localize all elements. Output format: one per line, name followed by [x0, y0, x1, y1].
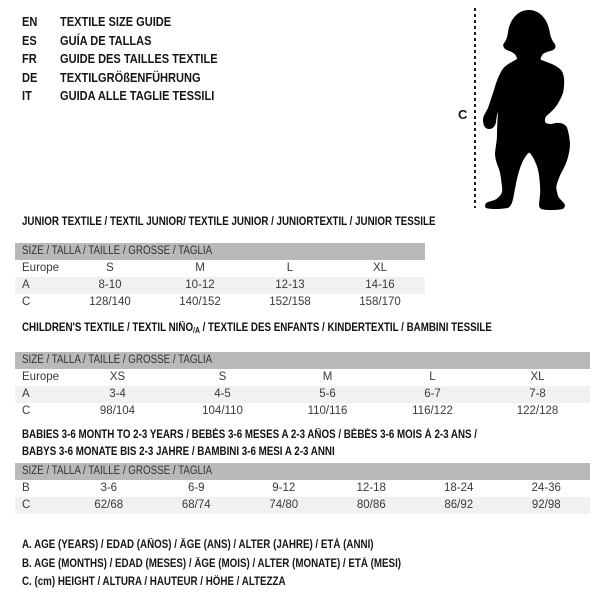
language-row-es [22, 32, 245, 51]
row-label: B [22, 482, 30, 494]
table-cell: 18-24 [444, 482, 474, 494]
table-title: CHILDREN'S TEXTILE / TEXTIL $NIÑO_{/A}$ / TEXTILE DES ENFANTS / KINDERTEXTIL / BAMBINI TESSILE [22, 322, 492, 335]
table-cell: 62/68 [94, 499, 124, 511]
table-cell: S [106, 262, 114, 274]
language-label: GUÍA DE TALLAS [60, 32, 152, 48]
table-row-europe [15, 369, 590, 386]
language-code: IT [22, 88, 32, 104]
table-cell: 128/140 [89, 296, 131, 308]
size-header-bar: SIZE / TALLA / TAILLE / GRÖSSE / TAGLIA [15, 243, 425, 260]
table-cell: S [218, 371, 227, 383]
table-cell: 80/86 [356, 499, 386, 511]
language-label: TEXTILGRÖßENFÜHRUNG [60, 69, 201, 85]
row-label: C [22, 405, 31, 417]
table-title: BABIES 3-6 MONTH TO 2-3 YEARS / BEBÉS 3-6 MESES A 2-3 AÑOS / BÉBÉS 3-6 MOIS À 2-3 ANS / BABYS 3-6 MONATE BIS 2-3 JAHRE / BAMBINI 3-6 MESI A 2-3 ANNI [22, 429, 478, 458]
table-cell: 140/152 [179, 296, 221, 308]
table-cell: 14-16 [365, 279, 395, 291]
size-header-bar: SIZE / TALLA / TAILLE / GRÖSSE / TAGLIA [15, 352, 590, 369]
language-code: EN [22, 14, 38, 29]
table-cell: 116/122 [412, 405, 453, 417]
table-cell: 7-8 [529, 388, 546, 400]
table-cell: 122/128 [516, 405, 559, 417]
row-label: C [22, 499, 31, 511]
table-cell: 3-4 [109, 388, 126, 400]
table-cell: M [322, 371, 333, 383]
table-row-age-months [15, 480, 590, 497]
table-cell: 6-9 [187, 482, 205, 494]
subscript-text: /A [193, 326, 200, 335]
table-cell: 68/74 [181, 499, 211, 511]
table-row-height [15, 294, 425, 311]
table-row-europe [15, 260, 425, 277]
row-label: C [22, 296, 31, 308]
language-code: FR [22, 51, 37, 67]
language-label: GUIDA ALLE TAGLIE TESSILI [60, 88, 215, 104]
table-cell: M [195, 262, 205, 274]
table-cell: L [286, 262, 294, 274]
row-label: A [22, 388, 30, 400]
legend-line-a: A. AGE (YEARS) / EDAD (AÑOS) / ÂGE (ANS) / ALTER (JAHRE) / ETÀ (ANNI) [22, 539, 374, 551]
table-title: JUNIOR TEXTILE / TEXTIL JUNIOR/ TEXTILE JUNIOR / JUNIORTEXTIL / JUNIOR TESSILE [22, 216, 436, 228]
table-cell: XL [530, 371, 545, 383]
junior-textile-table [15, 216, 436, 311]
height-measure-dashed-line [474, 8, 476, 208]
table-cell: 158/170 [359, 296, 401, 308]
table-cell: L [429, 371, 436, 383]
table-cell: 24-36 [531, 482, 561, 494]
measurement-legend [22, 536, 468, 592]
table-cell: 6-7 [424, 388, 441, 400]
language-title-list [22, 13, 245, 106]
table-row-age [15, 386, 590, 403]
language-row-de [22, 69, 245, 88]
row-label: Europe [22, 262, 60, 274]
table-cell: 98/104 [99, 405, 136, 417]
table-cell: 152/158 [269, 296, 311, 308]
table-cell: 10-12 [185, 279, 215, 291]
table-row-age [15, 277, 425, 294]
table-cell: 92/98 [531, 499, 561, 511]
table-cell: 110/116 [307, 405, 348, 417]
language-row-fr [22, 50, 245, 69]
table-cell: 3-6 [100, 482, 118, 494]
table-row-height [15, 497, 590, 514]
language-code: DE [22, 69, 38, 85]
toddler-silhouette-icon [481, 5, 576, 210]
babies-textile-table [15, 427, 590, 514]
legend-line-b: B. AGE (MONTHS) / EDAD (MESES) / ÂGE (MOIS) / ALTER (MONATE) / ETÀ (MESI) [22, 557, 402, 570]
childrens-textile-table [15, 322, 590, 420]
table-cell: 4-5 [214, 388, 231, 400]
table-cell: 5-6 [319, 388, 336, 400]
table-cell: 104/110 [202, 405, 243, 417]
table-cell: 74/80 [269, 499, 299, 511]
table-row-height [15, 403, 590, 420]
table-cell: XS [109, 371, 126, 383]
table-cell: 12-18 [356, 482, 386, 494]
language-label: GUIDE DES TAILLES TEXTILE [60, 51, 218, 67]
row-label: Europe [22, 371, 60, 383]
row-label: A [22, 279, 30, 291]
height-measure-label: C [458, 107, 468, 122]
language-code: ES [22, 32, 37, 48]
table-cell: 9-12 [272, 482, 296, 494]
language-row-it [22, 87, 245, 106]
language-row-en [22, 13, 245, 32]
table-cell: 86/92 [444, 499, 474, 511]
table-cell: 8-10 [98, 279, 122, 291]
table-cell: 12-13 [275, 279, 305, 291]
legend-line-c: C. (cm) HEIGHT / ALTURA / HAUTEUR / HÖHE / ALTEZZA [22, 576, 286, 589]
language-label: TEXTILE SIZE GUIDE [60, 14, 172, 29]
size-header-bar: SIZE / TALLA / TAILLE / GRÖSSE / TAGLIA [15, 463, 590, 480]
table-cell: XL [372, 262, 388, 274]
